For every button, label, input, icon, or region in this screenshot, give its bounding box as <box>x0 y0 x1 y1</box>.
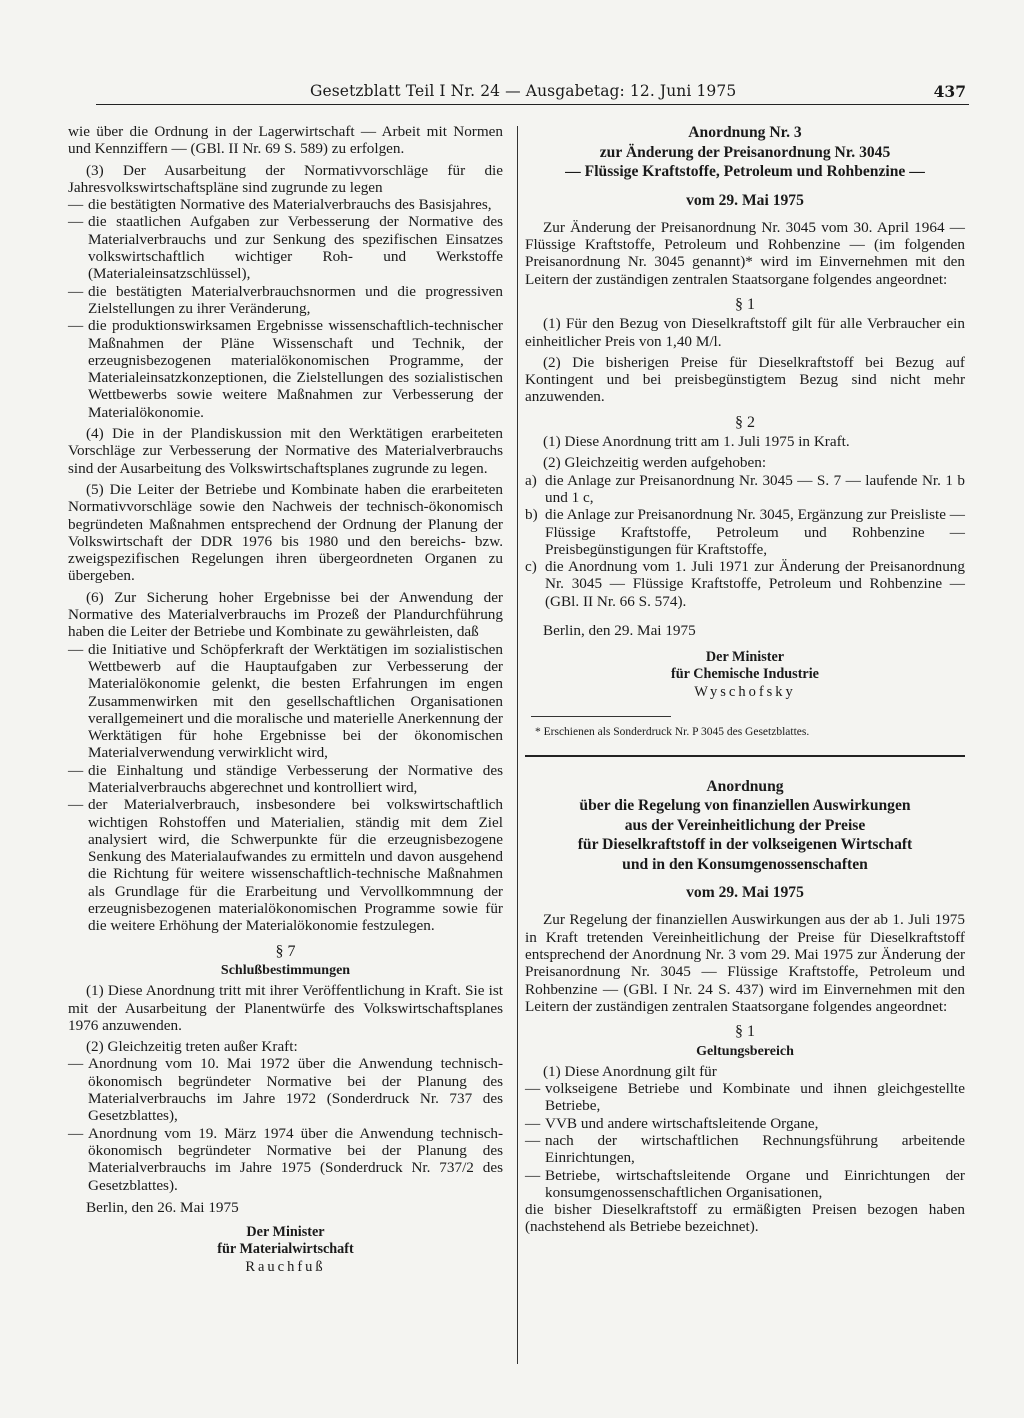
right-column <box>525 123 965 1236</box>
footnote-rule <box>531 716 671 717</box>
section-7-title: Schlußbestimmungen <box>220 962 351 978</box>
signature-org-line1: Der Minister <box>705 649 785 666</box>
signature-org-line2: für Materialwirtschaft <box>217 1240 354 1257</box>
list-item: — die staatlichen Aufgaben zur Verbesserung der Normative des Materialverbrauchs und zur Senkung des spezifischen Einsatzes volkswirtschaftlich wichtiger Roh- und Werkstoffe (Materialeinsatzschlüssel), <box>68 213 503 282</box>
section-1-sign: § 1 <box>735 1023 755 1041</box>
ordinance-date: vom 29. Mai 1975 <box>686 884 804 902</box>
ordinance-title: Anordnung Nr. 3 <box>688 124 802 141</box>
list-item: — die bestätigten Normative des Materialverbrauchs des Basisjahres, <box>68 196 503 213</box>
column-divider <box>517 126 518 1364</box>
ordinance-title: über die Regelung von finanziellen Auswirkungen <box>579 797 911 815</box>
footnote: * Erschienen als Sonderdruck Nr. P 3045 des Gesetzblattes. <box>535 725 810 738</box>
section-7-paragraph-2: (2) Gleichzeitig treten außer Kraft: <box>86 1038 298 1056</box>
ordinance-date: vom 29. Mai 1975 <box>686 191 804 209</box>
gazette-title: Gesetzblatt Teil I Nr. 24 — Ausgabetag: 12. Juni 1975 <box>310 82 737 100</box>
section-2-sign: § 2 <box>735 413 755 431</box>
ordinance-intro: Zur Regelung der finanziellen Auswirkungen aus der ab 1. Juli 1975 in Kraft tretenden Vereinheitlichung der Preise für Dieselkraftstoff entsprechend der Anordnung Nr. 3 vom 29. Mai 1975 zur Änderung der Preisanordnung Nr. 3045 — Flüssige Kraftstoffe, Petroleum und Rohbenzine — (GBl. I Nr. 24 S. 437) wird im Einvernehmen mit den Leitern der zuständigen zentralen Staatsorgane folgendes angeordnet: <box>525 911 965 1015</box>
ordinance-title: zur Änderung der Preisanordnung Nr. 3045 <box>599 143 891 161</box>
paragraph: (1) Diese Anordnung tritt am 1. Juli 1975 in Kraft. <box>543 433 850 451</box>
ordinance-title: aus der Vereinheitlichung der Preise <box>624 816 866 834</box>
list-item: — der Materialverbrauch, insbesondere bei volkswirtschaftlich wichtigen Rohstoffen und Materialien, ständig mit dem Ziel analysiert wird, die Schwerpunkte für die erzeugnisbezogene Senkung des Materialaufwandes zu ermitteln und davon ausgehend die Richtung für weitere wissenschaftlich-technische Maßnahmen als Grundlage für die Erarbeitung und Vervollkommnung der erzeugnisbezogenen materialökonomischen Programme sowie für die weitere Erhöhung der Materialökonomie festzulegen. <box>68 796 503 934</box>
section-rule <box>525 755 965 757</box>
signature-name: Wyschofsky <box>694 684 796 701</box>
place-date: Berlin, den 26. Mai 1975 <box>86 1198 239 1216</box>
list-item: — Anordnung vom 19. März 1974 über die Anwendung technisch-ökonomisch begründeter Normative bei der Planung des Materialverbrauchs im Jahre 1975 (Sonderdruck Nr. 737/2 des Gesetzblattes). <box>68 1125 503 1194</box>
ordinance-title: — Flüssige Kraftstoffe, Petroleum und Rohbenzine — <box>565 163 925 180</box>
section-7-paragraph-1: (1) Diese Anordnung tritt mit ihrer Veröffentlichung in Kraft. Sie ist mit der Ausarbeitung der Planentwürfe des Volkswirtschaftsplanes 1976 anzuwenden. <box>68 982 503 1034</box>
paragraph: (2) Gleichzeitig werden aufgehoben: <box>543 454 767 472</box>
list-item: — die bestätigten Materialverbrauchsnormen und die progressiven Zielstellungen zu ihrer Veränderung, <box>68 283 503 318</box>
ordinance-intro: Zur Änderung der Preisanordnung Nr. 3045 vom 30. April 1964 — Flüssige Kraftstoffe, Petroleum und Rohbenzine — (im folgenden Preisanordnung Nr. 3045 genannt)* wird im Einvernehmen mit den Leitern der zuständigen zentralen Staatsorgane folgendes angeordnet: <box>525 218 965 288</box>
list-item <box>525 506 965 558</box>
paragraph-4: (4) Die in der Plandiskussion mit den Werktätigen erarbeiteten Vorschläge zur Verbesserung der Normative des Materialverbrauchs sind der Ausarbeitung des Volkswirtschaftsplanes zugrunde zu legen. <box>68 425 503 477</box>
page-number: 437 <box>933 82 966 101</box>
paragraph-5: (5) Die Leiter der Betriebe und Kombinate haben die erarbeiteten Normativvorschläge sowie den Nachweis der technisch-ökonomisch begründeten Maßnahmen entsprechend der Ordnung der Planung der Volkswirtschaft der DDR 1976 bis 1980 und den bereichs- bzw. zweigspezifischen Regelungen ihren übergeordneten Organen zu übergeben. <box>68 480 503 585</box>
section-1-sign: § 1 <box>735 295 755 313</box>
paragraph-6-intro: (6) Zur Sicherung hoher Ergebnisse bei der Anwendung der Normative des Materialverbrauchs im Prozeß der Plandurchführung haben die Leiter der Betriebe und Kombinate zu gewährleisten, daß <box>68 588 503 641</box>
list-marker: a) <box>525 471 537 489</box>
list-text: die Anlage zur Preisanordnung Nr. 3045, Ergänzung zur Preisliste — Flüssige Kraftstoffe, Petroleum und Rohbenzine — Preisbegünstigungen für Kraftstoffe, <box>545 506 965 558</box>
ordinance-title: für Dieselkraftstoff in der volkseigenen Wirtschaft <box>577 836 913 854</box>
list-item: — Anordnung vom 10. Mai 1972 über die Anwendung technisch-ökonomisch begründeter Normative bei der Planung des Materialverbrauchs im Jahre 1972 (Sonderdruck Nr. 737 des Gesetzblattes), <box>68 1055 503 1124</box>
signature-name: Rauchfuß <box>245 1259 326 1276</box>
ordinance-title: Anordnung <box>706 777 784 795</box>
list-item <box>525 472 965 507</box>
list-item: — VVB und andere wirtschaftsleitende Organe, <box>525 1115 965 1132</box>
list-text: die Anordnung vom 1. Juli 1971 zur Änderung der Preisanordnung Nr. 3045 — Flüssige Kraftstoffe, Petroleum und Rohbenzine — (GBl. II Nr. 66 S. 574). <box>545 558 965 610</box>
paragraph: (1) Diese Anordnung gilt für <box>543 1062 717 1080</box>
list-marker: c) <box>525 558 537 576</box>
section-7-sign: § 7 <box>275 942 296 960</box>
list-item: — Betriebe, wirtschaftsleitende Organe und Einrichtungen der konsumgenossenschaftlichen Organisationen, <box>525 1167 965 1202</box>
list-item <box>525 558 965 610</box>
paragraph-3-intro: (3) Der Ausarbeitung der Normativvorschläge für die Jahresvolkswirtschaftspläne sind zugrunde zu legen <box>68 161 503 196</box>
paragraph: (1) Für den Bezug von Dieselkraftstoff gilt für alle Verbraucher ein einheitlicher Preis von 1,40 M/l. <box>525 315 965 350</box>
list-item: — die Einhaltung und ständige Verbesserung der Normative des Materialverbrauchs abgerechnet und kontrolliert wird, <box>68 762 503 797</box>
header-rule <box>96 104 969 105</box>
list-marker: b) <box>525 506 538 524</box>
list-text: die Anlage zur Preisanordnung Nr. 3045 — S. 7 — laufende Nr. 1 b und 1 c, <box>545 471 965 506</box>
signature-org-line2: für Chemische Industrie <box>671 665 819 682</box>
list-item: — die Initiative und Schöpferkraft der Werktätigen im sozialistischen Wettbewerb auf die Hauptaufgaben zur Verbesserung der Materialökonomie gelenkt, die besten Erfahrungen im engen Zusammenwirken mit den gesellschaftlichen Organisationen verallgemeinert und die moralische und materielle Anerkennung der Werktätigen für hohe Ergebnisse bei der ökonomischen Materialverwendung verwirklicht wird, <box>68 641 503 762</box>
section-1-title: Geltungsbereich <box>696 1043 794 1059</box>
paragraph: wie über die Ordnung in der Lagerwirtschaft — Arbeit mit Normen und Kennziffern — (GBl. II Nr. 69 S. 589) zu erfolgen. <box>68 123 503 158</box>
signature-org-line1: Der Minister <box>246 1224 325 1241</box>
paragraph: (2) Die bisherigen Preise für Dieselkraftstoff bei Bezug auf Kontingent und bei preisbegünstigtem Bezug sind nicht mehr anzuwenden. <box>525 353 965 406</box>
left-column <box>68 123 503 1276</box>
place-date: Berlin, den 29. Mai 1975 <box>543 622 696 640</box>
list-item: — die produktionswirksamen Ergebnisse wissenschaftlich-technischer Maßnahmen der Pläne Wissenschaft und Technik, der erzeugnisbezogenen materialökonomischen Programme, der Materialeinsatzkonzeptionen, die Zielstellungen des sozialistischen Wettbewerbs sowie weitere Maßnahmen zur Verbesserung der Materialökonomie. <box>68 317 503 421</box>
list-item: — nach der wirtschaftlichen Rechnungsführung arbeitende Einrichtungen, <box>525 1132 965 1167</box>
ordinance-title: und in den Konsumgenossenschaften <box>622 855 868 873</box>
list-item: — volkseigene Betriebe und Kombinate und ihnen gleichgestellte Betriebe, <box>525 1080 965 1115</box>
paragraph: die bisher Dieselkraftstoff zu ermäßigten Preisen bezogen haben (nachstehend als Betriebe bezeichnet). <box>525 1201 965 1236</box>
